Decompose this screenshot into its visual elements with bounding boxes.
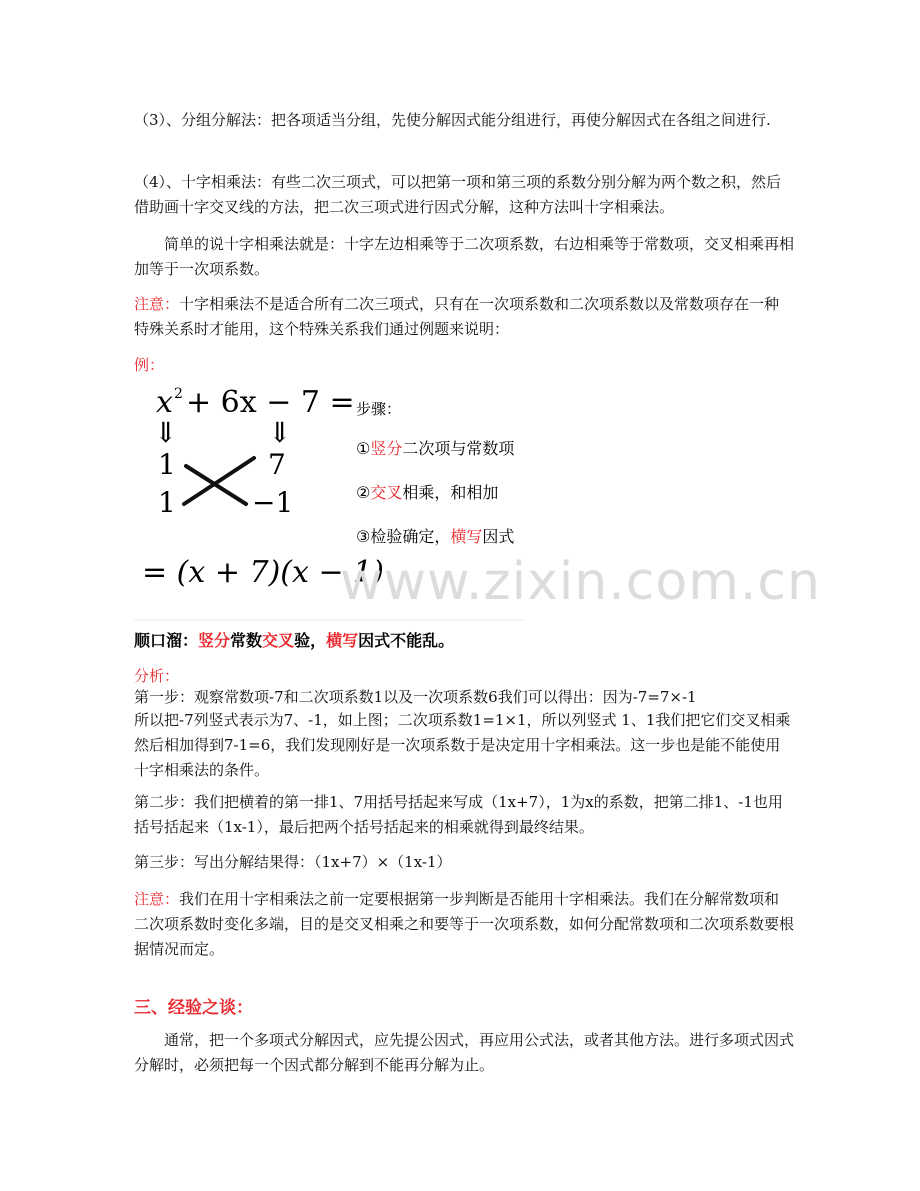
note-1-label: 注意： [134,295,180,313]
analysis-step-2: 第二步：我们把横着的第一排1、7用括号括起来写成（1x+7），1为x的系数，把第二排1、-1也用括号括起来（1x-1），最后把两个括号括起来的相乘就得到最终结果。 [134,793,783,836]
equation-top: + 6x − 7 = [186,385,355,420]
note-2-label: 注意： [134,890,180,908]
result-equation: = (x + 7)(x − 1) [142,555,384,590]
note-1-text: 十字相乘法不是适合所有二次三项式，只有在一次项系数和二次项系数以及常数项存在一种特殊关系时才能用，这个特殊关系我们通过例题来说明： [134,295,780,338]
figure-svg [134,380,694,660]
analysis-step-3: 第三步：写出分解结果得：（1x+7）×（1x-1） [134,853,452,871]
arrow-down-left-icon: ⇓ [154,416,178,449]
analysis-label: 分析： [134,667,180,685]
watermark: www.zixin.com.cn [340,552,821,612]
steps-title: 步骤： [356,400,402,418]
simple-explanation-paragraph: 简单的说十字相乘法就是：十字左边相乘等于二次项系数，右边相乘等于常数项，交叉相乘再相加等于一次项系数。 [134,235,795,278]
rhyme-line: 顺口溜：竖分常数交叉验，横写因式不能乱。 [134,631,455,650]
cross-multiplication-figure [134,380,694,660]
step-2: ②交叉相乘，和相加 [356,483,499,502]
cross-line-2 [184,458,254,504]
exponent-two: 2 [174,386,183,402]
analysis-step-1-continued: 所以把-7列竖式表示为7、-1，如上图；二次项系数1=1×1，所以列竖式 1、1我们把它们交叉相乘然后相加得到7-1=6，我们发现刚好是一次项系数于是决定用十字相乘法。这一步也是能不能使用十字相乘法的条件。 [134,711,791,779]
x-squared-letter: x [156,385,173,420]
analysis-step-1: 第一步：观察常数项-7和二次项系数1以及一次项系数6我们可以得出：因为-7=7×-1 [134,688,697,706]
note-1-paragraph [134,292,794,342]
step-1: ①竖分二次项与常数项 [356,439,515,458]
method-4-paragraph: （4）、十字相乘法：有些二次三项式，可以把第一项和第三项的系数分别分解为两个数之积，然后借助画十字交叉线的方法，把二次三项式进行因式分解，这种方法叫十字相乘法。 [134,173,782,216]
left-bottom-number: 1 [158,486,176,519]
right-top-number: 7 [268,448,286,481]
right-bottom-number: −1 [252,486,294,519]
note-2-text: 我们在用十字相乘法之前一定要根据第一步判断是否能用十字相乘法。我们在分解常数项和二次项系数时变化多端，目的是交叉相乘之和要等于一次项系数，如何分配常数项和二次项系数要根据情况而定。 [134,890,795,958]
example-label: 例： [134,356,165,374]
note-2-paragraph [134,887,794,962]
method-3-paragraph: （3）、分组分解法：把各项适当分组，先使分解因式能分组进行，再使分解因式在各组之间进行. [134,111,771,129]
experience-paragraph: 通常，把一个多项式分解因式，应先提公因式，再应用公式法，或者其他方法。进行多项式因式分解时，必须把每一个因式都分解到不能再分解为止。 [134,1031,795,1074]
arrow-down-right-icon: ⇓ [268,416,292,449]
step-3: ③检验确定，横写因式 [356,527,515,546]
section-heading: 三、经验之谈： [134,998,253,1018]
left-top-number: 1 [158,448,176,481]
